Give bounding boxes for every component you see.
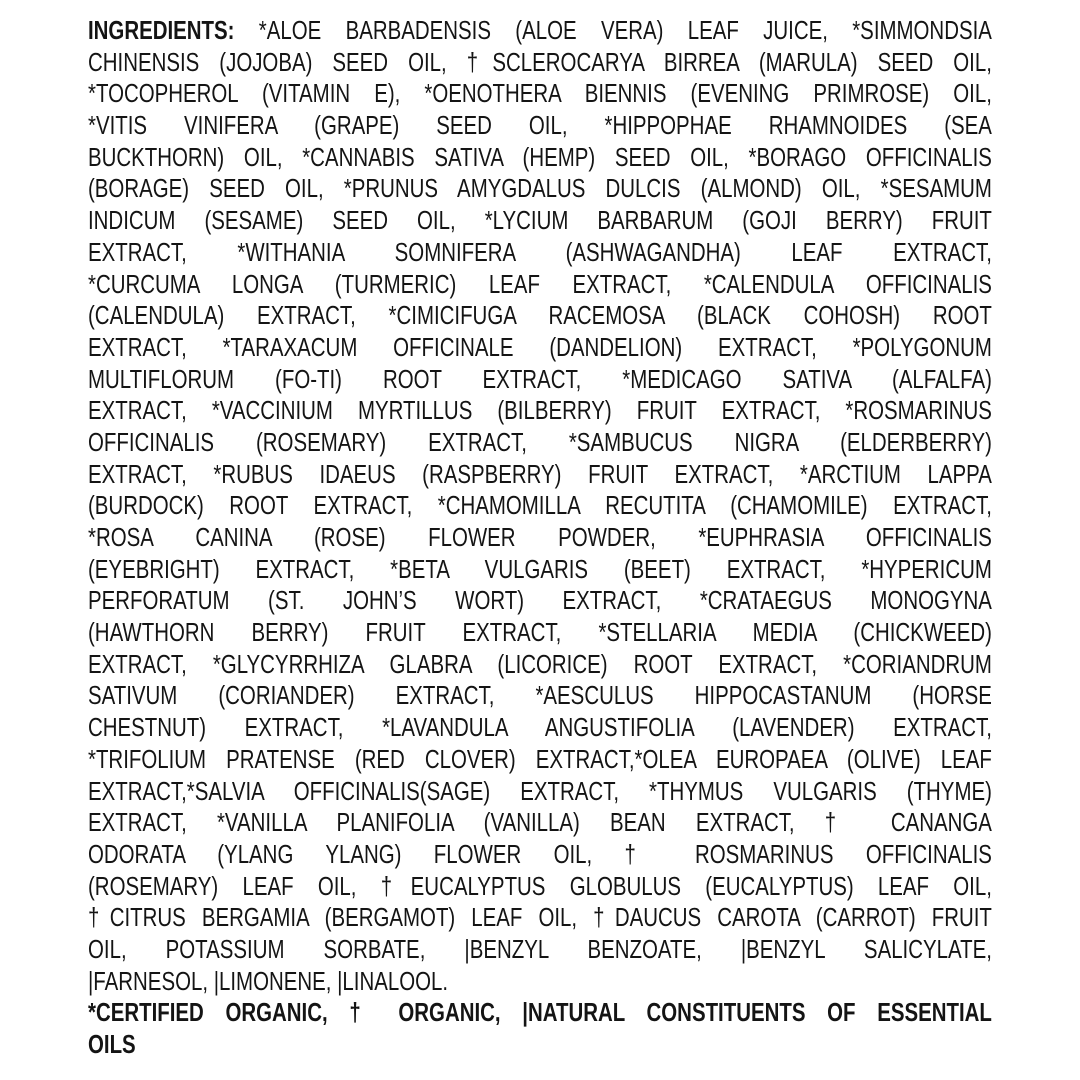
text-line: [88, 966, 992, 998]
text-line: [88, 776, 992, 808]
text-line: [88, 269, 992, 301]
text-segment: EXTRACT, *RUBUS IDAEUS (RASPBERRY) FRUIT EXTRACT, *ARCTIUM LAPPA: [88, 458, 992, 489]
text-segment: EXTRACT, *TARAXACUM OFFICINALE (DANDELION) EXTRACT, *POLYGONUM: [88, 331, 992, 362]
bold-text-segment: OILS: [88, 1029, 136, 1059]
text-line: [88, 490, 992, 522]
text-segment: (BORAGE) SEED OIL, *PRUNUS AMYGDALUS DULCIS (ALMOND) OIL, *SESAMUM: [88, 173, 992, 204]
text-segment: *CURCUMA LONGA (TURMERIC) LEAF EXTRACT, *CALENDULA OFFICINALIS: [88, 268, 992, 299]
text-line: [88, 871, 992, 903]
text-line: [88, 585, 992, 617]
text-segment: CHESTNUT) EXTRACT, *LAVANDULA ANGUSTIFOLIA (LAVENDER) EXTRACT,: [88, 712, 992, 743]
text-line: [88, 142, 992, 174]
text-line: [88, 332, 992, 364]
text-line: [88, 237, 992, 269]
text-segment: OFFICINALIS (ROSEMARY) EXTRACT, *SAMBUCUS NIGRA (ELDERBERRY): [88, 426, 992, 457]
text-segment: INDICUM (SESAME) SEED OIL, *LYCIUM BARBARUM (GOJI BERRY) FRUIT: [88, 205, 992, 236]
text-segment: MULTIFLORUM (FO-TI) ROOT EXTRACT, *MEDICAGO SATIVA (ALFALFA): [88, 363, 992, 394]
text-line: [88, 997, 992, 1029]
text-segment: OIL, POTASSIUM SORBATE, |BENZYL BENZOATE, |BENZYL SALICYLATE,: [88, 933, 992, 964]
text-segment: BUCKTHORN) OIL, *CANNABIS SATIVA (HEMP) SEED OIL, *BORAGO OFFICINALIS: [88, 141, 992, 172]
text-segment: EXTRACT, *VANILLA PLANIFOLIA (VANILLA) BEAN EXTRACT, † CANANGA: [88, 807, 992, 838]
bold-text-segment: *CERTIFIED ORGANIC, † ORGANIC, |NATURAL CONSTITUENTS OF ESSENTIAL: [88, 997, 992, 1028]
text-line: [88, 712, 992, 744]
text-line: [88, 78, 992, 110]
text-line: [88, 554, 992, 586]
text-segment: |FARNESOL, |LIMONENE, |LINALOOL.: [88, 965, 449, 996]
text-segment: *ROSA CANINA (ROSE) FLOWER POWDER, *EUPHRASIA OFFICINALIS: [88, 522, 992, 552]
text-line: [88, 680, 992, 712]
text-line: [88, 300, 992, 332]
bold-text-segment: INGREDIENTS:: [88, 15, 235, 45]
ingredients-text: [88, 15, 992, 1061]
text-segment: *ALOE BARBADENSIS (ALOE VERA) LEAF JUICE, *SIMMONDSIA: [234, 15, 992, 45]
text-segment: (CALENDULA) EXTRACT, *CIMICIFUGA RACEMOSA (BLACK COHOSH) ROOT: [88, 300, 992, 331]
text-segment: (ROSEMARY) LEAF OIL, †EUCALYPTUS GLOBULUS (EUCALYPTUS) LEAF OIL,: [88, 870, 992, 901]
text-line: [88, 110, 992, 142]
text-segment: PERFORATUM (ST. JOHN’S WORT) EXTRACT, *CRATAEGUS MONOGYNA: [88, 585, 992, 616]
text-line: [88, 839, 992, 871]
text-segment: (HAWTHORN BERRY) FRUIT EXTRACT, *STELLARIA MEDIA (CHICKWEED): [88, 617, 992, 648]
text-line: [88, 15, 992, 47]
text-line: [88, 205, 992, 237]
text-line: [88, 427, 992, 459]
text-segment: EXTRACT, *VACCINIUM MYRTILLUS (BILBERRY) FRUIT EXTRACT, *ROSMARINUS: [88, 395, 992, 426]
text-segment: CHINENSIS (JOJOBA) SEED OIL, †SCLEROCARYA BIRREA (MARULA) SEED OIL,: [88, 46, 992, 77]
text-line: [88, 649, 992, 681]
text-line: [88, 1029, 992, 1061]
text-line: [88, 522, 992, 554]
text-line: [88, 47, 992, 79]
text-line: [88, 395, 992, 427]
text-segment: EXTRACT,*SALVIA OFFICINALIS(SAGE) EXTRACT, *THYMUS VULGARIS (THYME): [88, 775, 992, 806]
text-segment: (EYEBRIGHT) EXTRACT, *BETA VULGARIS (BEET) EXTRACT, *HYPERICUM: [88, 553, 992, 584]
text-line: [88, 173, 992, 205]
text-segment: EXTRACT, *WITHANIA SOMNIFERA (ASHWAGANDHA) LEAF EXTRACT,: [88, 236, 992, 267]
text-segment: EXTRACT, *GLYCYRRHIZA GLABRA (LICORICE) ROOT EXTRACT, *CORIANDRUM: [88, 648, 992, 679]
text-segment: (BURDOCK) ROOT EXTRACT, *CHAMOMILLA RECUTITA (CHAMOMILE) EXTRACT,: [88, 490, 992, 521]
text-line: [88, 364, 992, 396]
text-segment: †CITRUS BERGAMIA (BERGAMOT) LEAF OIL, †DAUCUS CAROTA (CARROT) FRUIT: [88, 902, 992, 933]
text-segment: *TOCOPHEROL (VITAMIN E), *OENOTHERA BIENNIS (EVENING PRIMROSE) OIL,: [88, 78, 992, 109]
text-segment: ODORATA (YLANG YLANG) FLOWER OIL, † ROSMARINUS OFFICINALIS: [88, 838, 992, 869]
text-line: [88, 902, 992, 934]
text-segment: *TRIFOLIUM PRATENSE (RED CLOVER) EXTRACT,*OLEA EUROPAEA (OLIVE) LEAF: [88, 743, 992, 774]
text-line: [88, 934, 992, 966]
text-line: [88, 807, 992, 839]
text-line: [88, 459, 992, 491]
text-segment: SATIVUM (CORIANDER) EXTRACT, *AESCULUS HIPPOCASTANUM (HORSE: [88, 680, 992, 711]
text-line: [88, 617, 992, 649]
text-segment: *VITIS VINIFERA (GRAPE) SEED OIL, *HIPPOPHAE RHAMNOIDES (SEA: [88, 110, 992, 141]
text-line: [88, 744, 992, 776]
